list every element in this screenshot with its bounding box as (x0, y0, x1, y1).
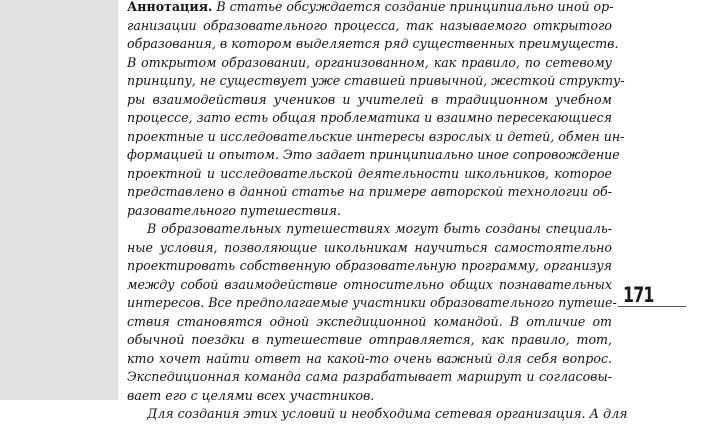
text-line: формацией и опытом. Это задает принципиально иное сопровождение (127, 147, 620, 162)
text-line: ные условия, позволяющие школьникам научиться самостоятельно (127, 239, 612, 255)
page-number: 171 (623, 283, 654, 307)
article-text (127, 0, 628, 424)
text-line: ганизации образовательного процесса, так называемого открытого (127, 17, 612, 33)
text-line: обычной поездки в путешествие отправляется, как правило, тот, (127, 332, 612, 347)
text-line: разовательного путешествия. (127, 202, 341, 218)
text-line: проектировать собственную образовательную программу, организуя (127, 258, 612, 273)
text-line: кто хочет найти ответ на какой-то очень важный для себя вопрос. (127, 350, 612, 366)
text-line: интересов. Все предполагаемые участники образовательного путеше- (127, 295, 617, 310)
text-line: образования, в котором выделяется ряд существенных преимуществ. (127, 36, 619, 51)
text-line: процессе, зато есть общая проблематика и взаимно пересекающиеся (127, 110, 612, 125)
text-line: В открытом образовании, организованном, как правило, по сетевому (127, 54, 612, 70)
text-line: проектные и исследовательские интересы взрослых и детей, обмен ин- (127, 128, 625, 144)
page-margin-bar (0, 0, 118, 400)
paragraph-start-line: Для создания этих условий и необходима сетевая организация. А для (147, 406, 628, 421)
text-line (127, 0, 612, 17)
paragraph-start-line: В образовательных путешествиях могут быть созданы специаль- (147, 221, 612, 236)
text-line: между собой взаимодействие относительно общих познавательных (127, 276, 612, 292)
text-line: Экспедиционная команда сама разрабатывает маршрут и согласовы- (127, 369, 612, 384)
text-line: ствия становятся одной экспедиционной командой. В отличие от (127, 313, 612, 329)
annotation-label: Аннотация. (127, 0, 213, 14)
text-line: проектной и исследовательской деятельности школьников, которое (127, 165, 612, 181)
text-line-content: В статье обсуждается создание принципиально иной ор- (216, 0, 614, 14)
page-number-rule (618, 306, 686, 307)
text-line: ры взаимодействия учеников и учителей в традиционном учебном (127, 91, 612, 107)
text-line: представлено в данной статье на примере авторской технологии об- (127, 184, 612, 199)
text-line: вает его с целями всех участников. (127, 387, 375, 403)
text-line: принципу, не существует уже ставшей привычной, жесткой структу- (127, 73, 625, 88)
